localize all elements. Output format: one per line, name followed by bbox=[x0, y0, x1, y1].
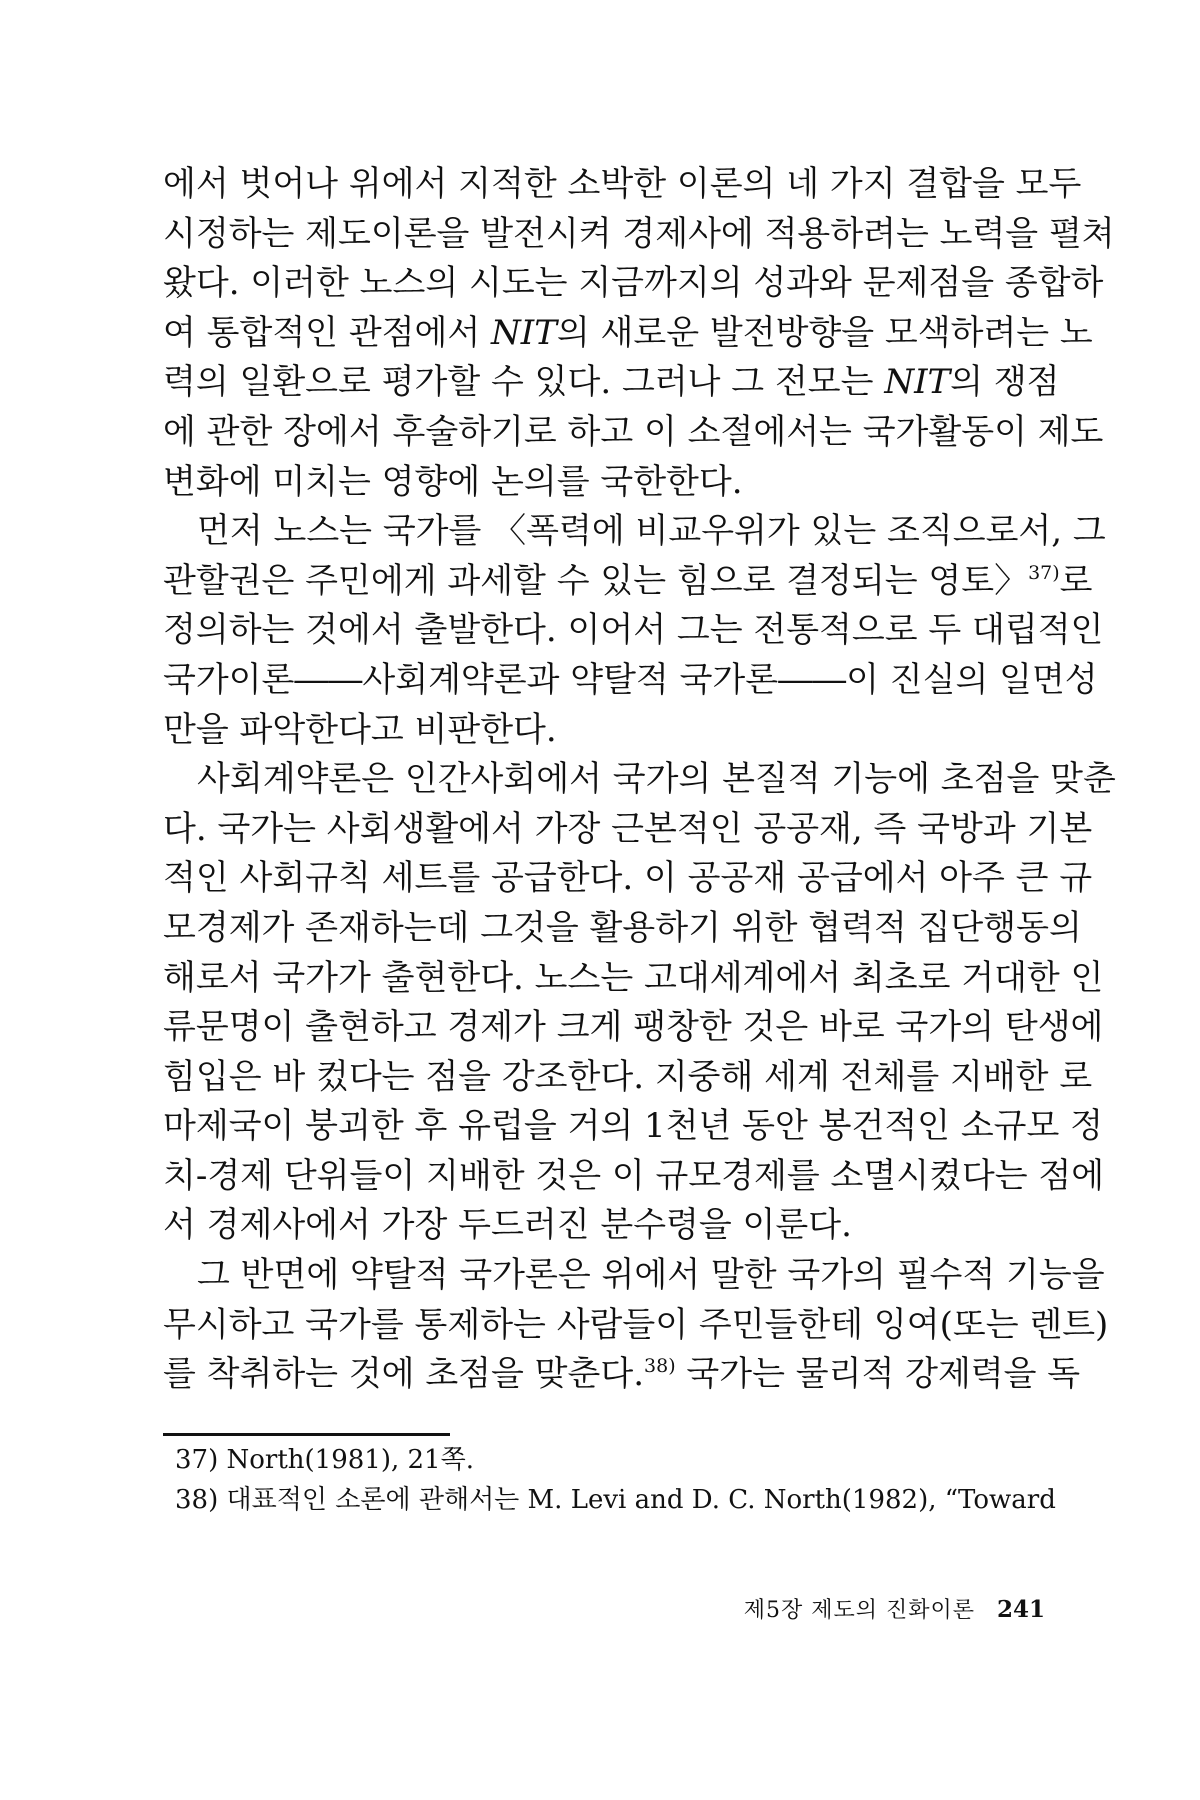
footnote-ref-38: 38) bbox=[644, 1355, 676, 1378]
text-segment: 관할권은 주민에게 과세할 수 있는 힘으로 결정되는 영토〉 bbox=[163, 560, 1029, 601]
text-line: 에서 벗어나 위에서 지적한 소박한 이론의 네 가지 결합을 모두 bbox=[163, 164, 1082, 204]
text-line bbox=[163, 557, 1093, 607]
text-line: 류문명이 출현하고 경제가 크게 팽창한 것은 바로 국가의 탄생에 bbox=[163, 1007, 1104, 1048]
text-line: 무시하고 국가를 통제하는 사람들이 주민들한테 잉여(또는 렌트) bbox=[163, 1304, 1109, 1345]
text-segment: 의 쟁점 bbox=[950, 362, 1060, 403]
text-segment: 력의 일환으로 평가할 수 있다. 그러나 그 전모는 bbox=[163, 362, 885, 403]
text-line: 에 관한 장에서 후술하기로 하고 이 소절에서는 국가활동이 제도 bbox=[163, 411, 1104, 452]
text-line: 마제국이 붕괴한 후 유럽을 거의 1천년 동안 봉건적인 소규모 정 bbox=[163, 1106, 1103, 1147]
text-line: 시정하는 제도이론을 발전시켜 경제사에 적용하려는 노력을 펼쳐 bbox=[163, 213, 1115, 254]
page-number: 241 bbox=[996, 1596, 1045, 1623]
text-segment: 의 새로운 발전방향을 모색하려는 노 bbox=[556, 312, 1093, 353]
text-line: 서 경제사에서 가장 두드러진 분수령을 이룬다. bbox=[163, 1205, 852, 1246]
footnotes bbox=[175, 1440, 1056, 1520]
footnote-ref-37: 37) bbox=[1028, 561, 1060, 584]
text-line: 모경제가 존재하는데 그것을 활용하기 위한 협력적 집단행동의 bbox=[163, 907, 1082, 948]
text-line: 왔다. 이러한 노스의 시도는 지금까지의 성과와 문제점을 종합하 bbox=[163, 263, 1104, 304]
footnote-divider bbox=[163, 1433, 450, 1436]
text-segment: 국가는 물리적 강제력을 독 bbox=[675, 1354, 1081, 1395]
text-line: 변화에 미치는 영향에 논의를 국한한다. bbox=[163, 461, 743, 502]
text-line: 힘입은 바 컸다는 점을 강조한다. 지중해 세계 전체를 지배한 로 bbox=[163, 1056, 1093, 1097]
text-line: 정의하는 것에서 출발한다. 이어서 그는 전통적으로 두 대립적인 bbox=[163, 610, 1104, 651]
text-segment: 로 bbox=[1059, 560, 1093, 601]
nit-abbreviation: NIT bbox=[884, 362, 951, 403]
text-line: 만을 파악한다고 비판한다. bbox=[163, 709, 557, 750]
body-text bbox=[163, 160, 1116, 1400]
text-line: 국가이론――사회계약론과 약탈적 국가론――이 진실의 일면성 bbox=[163, 659, 1098, 700]
text-line: 다. 국가는 사회생활에서 가장 근본적인 공공재, 즉 국방과 기본 bbox=[163, 808, 1093, 849]
text-line: 그 반면에 약탈적 국가론은 위에서 말한 국가의 필수적 기능을 bbox=[197, 1255, 1105, 1296]
text-line: 사회계약론은 인간사회에서 국가의 본질적 기능에 초점을 맞춘 bbox=[197, 759, 1116, 800]
chapter-title: 제5장 제도의 진화이론 bbox=[743, 1598, 975, 1623]
text-segment: 를 착취하는 것에 초점을 맞춘다. bbox=[163, 1354, 645, 1395]
text-line: 해로서 국가가 출현한다. 노스는 고대세계에서 최초로 거대한 인 bbox=[163, 957, 1104, 998]
footnote-38: 38) 대표적인 소론에 관해서는 M. Levi and D. C. North(1982), “Toward bbox=[175, 1485, 1056, 1515]
text-line: 먼저 노스는 국가를 〈폭력에 비교우위가 있는 조직으로서, 그 bbox=[197, 511, 1106, 552]
text-line: 적인 사회규칙 세트를 공급한다. 이 공공재 공급에서 아주 큰 규 bbox=[163, 858, 1093, 899]
footnote-37: 37) North(1981), 21쪽. bbox=[175, 1445, 474, 1475]
page-footer bbox=[744, 1593, 1045, 1624]
text-segment: 여 통합적인 관점에서 bbox=[163, 312, 492, 353]
nit-abbreviation: NIT bbox=[491, 312, 557, 353]
text-line bbox=[163, 358, 1060, 408]
text-line: 치-경제 단위들이 지배한 것은 이 규모경제를 소멸시켰다는 점에 bbox=[163, 1155, 1105, 1196]
text-line bbox=[163, 1350, 1081, 1400]
text-line bbox=[163, 309, 1093, 359]
